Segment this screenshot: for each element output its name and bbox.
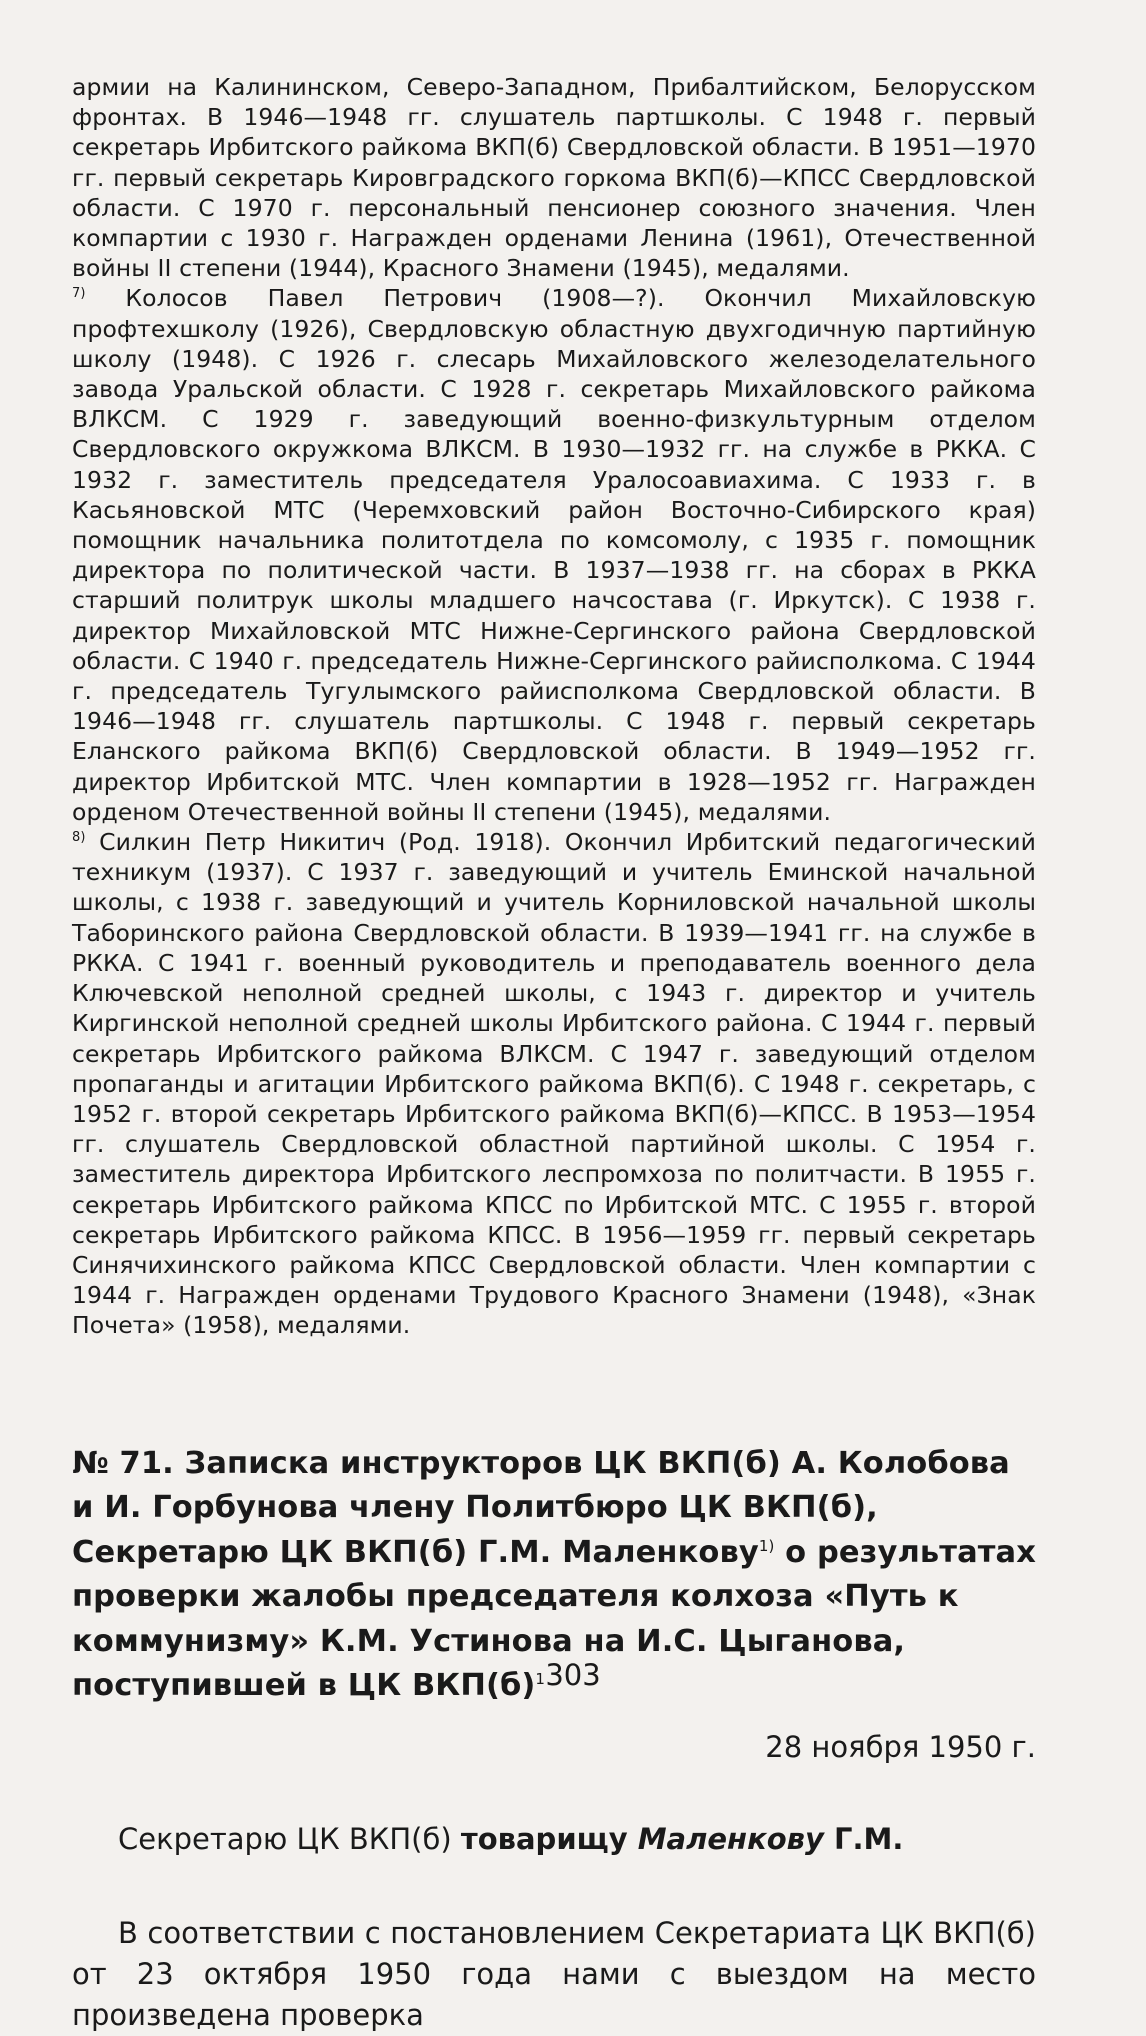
title-source-marker: 1 <box>535 1669 546 1688</box>
footnote-continuation: армии на Калининском, Северо-Западном, Прибалтийском, Белорусском фронтах. В 1946—1948 гг. слушатель партшколы. С 1948 г. первый секретарь Ирбитского райкома ВКП(б) Свердловской области. В 1951—1970 гг. первый секретарь Кировградского горкома ВКП(б)—КПСС Свердловской области. С 1970 г. персональный пенсионер союзного значения. Член компартии с 1930 г. Награжден орденами Ленина (1961), Отечественной войны II степени (1944), Красного Знамени (1945), медалями. <box>72 73 1036 283</box>
document-date: 28 ноября 1950 г. <box>765 1729 1036 1764</box>
document-title: № 71. Записка инструкторов ЦК ВКП(б) А. Колобова и И. Горбунова члену Политбюро ЦК ВКП(б), Секретарю ЦК ВКП(б) Г.М. Маленкову$^{1)}$ о результатах проверки жалобы председателя колхоза «Путь к коммунизму» К.М. Устинова на И.С. Цыганова, поступившей в ЦК $ВКП(б)^1$ <box>72 1445 1036 1704</box>
footnote-7: $^{7)}$ Колосов Павел Петрович (1908—?). Окончил Михайловскую профтехшколу (1926), Свердловскую областную двухгодичную партийную школу (1948). С 1926 г. слесарь Михайловского железоделательного завода Уральской области. С 1928 г. секретарь Михайловского райкома ВЛКСМ. С 1929 г. заведующий военно-физкультурным отделом Свердловского окружкома ВЛКСМ. В 1930—1932 гг. на службе в РККА. С 1932 г. заместитель председателя Уралосоавиахима. С 1933 г. в Касьяновской МТС (Черемховский район Восточно-Сибирского края) помощник начальника политотдела по комсомолу, с 1935 г. помощник директора по политической части. В 1937—1938 гг. на сборах в РККА старший политрук школы младшего начсостава (г. Иркутск). С 1938 г. директор Михайловской МТС Нижне-Сергинского района Свердловской области. С 1940 г. председатель Нижне-Сергинского райисполкома. С 1944 г. председатель Тугулымского райисполкома Свердловской области. В 1946—1948 гг. слушатель партшколы. С 1948 г. первый секретарь Еланского райкома ВКП(б) Свердловской области. В 1949—1952 гг. директор Ирбитской МТС. Член компартии в 1928—1952 гг. Награжден орденом Отечественной войны II степени (1945), медалями. <box>72 284 1036 826</box>
title-footnote-marker: 1) <box>758 1536 775 1555</box>
body-paragraph: В соответствии с постановлением Секретариата ЦК ВКП(б) от 23 октября 1950 года нами с выездом на место произведена проверка <box>72 1915 1036 2032</box>
footnote-marker: 8) <box>72 830 86 846</box>
footnotes <box>72 72 1036 1341</box>
page-number: 303 <box>545 1658 601 1692</box>
document-page <box>72 72 1036 2036</box>
footnote-8: $^{8)}$ Силкин Петр Никитич (Род. 1918). Окончил Ирбитский педагогический техникум (1937). С 1937 г. заведующий и учитель Еминской начальной школы, с 1938 г. заведующий и учитель Корниловской начальной школы Таборинского района Свердловской области. В 1939—1941 гг. на службе в РККА. С 1941 г. военный руководитель и преподаватель военного дела Ключевской неполной средней школы, с 1943 г. директор и учитель Киргинской неполной средней школы Ирбитского района. С 1944 г. первый секретарь Ирбитского райкома ВЛКСМ. С 1947 г. заведующий отделом пропаганды и агитации Ирбитского райкома ВКП(б). С 1948 г. секретарь, с 1952 г. второй секретарь Ирбитского райкома ВКП(б)—КПСС. В 1953—1954 гг. слушатель Свердловской областной партийной школы. С 1954 г. заместитель директора Ирбитского леспромхоза по политчасти. В 1955 г. секретарь Ирбитского райкома КПСС по Ирбитской МТС. С 1955 г. второй секретарь Ирбитского райкома КПСС. В 1956—1959 гг. первый секретарь Синячихинского райкома КПСС Свердловской области. Член компартии с 1944 г. Награжден орденами Трудового Красного Знамени (1948), «Знак Почета» (1958), медалями. <box>72 828 1036 1340</box>
addressee-line: Секретарю ЦК ВКП(б) товарищу Маленкову Г.М. <box>118 1821 904 1856</box>
footnote-marker: 7) <box>72 286 86 302</box>
